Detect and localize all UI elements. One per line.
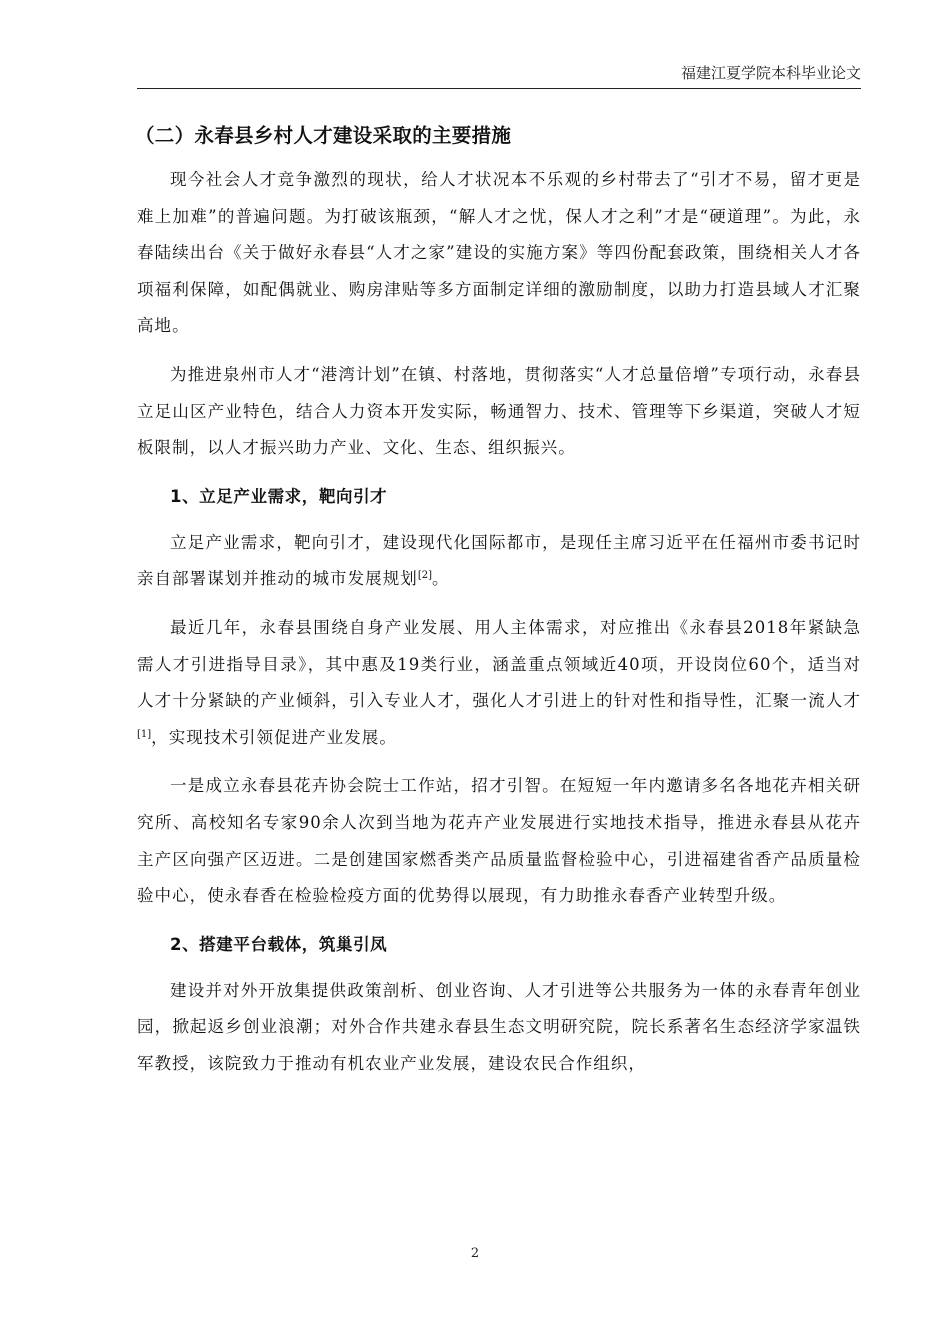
paragraph-4: [137, 610, 861, 756]
subsection-title-1: 1、立足产业需求，靶向引才: [170, 486, 388, 506]
subsection-title-2: 2、搭建平台载体，筑巢引凤: [170, 934, 388, 954]
paragraph-5: 一是成立永春县花卉协会院士工作站，招才引智。在短短一年内邀请多名各地花卉相关研究所、高校知名专家90余人次到当地为花卉产业发展进行实地技术指导，推进永春县从花卉主产区向强产区迈进。二是创建国家燃香类产品质量监督检验中心，引进福建省香产品质量检验中心，使永春香在检验检疫方面的优势得以展现，有力助推永春香产业转型升级。: [137, 776, 861, 906]
citation-1: [1]: [137, 728, 152, 740]
paragraph-4-text: 最近几年，永春县围绕自身产业发展、用人主体需求，对应推出《永春县2018年紧缺急需人才引进指导目录》，其中惠及19类行业，涵盖重点领域近40项，开设岗位60个，适当对人才十分紧缺的产业倾斜，引入专业人才，强化人才引进上的针对性和指导性，汇聚一流人才: [137, 617, 861, 711]
paragraph-1: 现今社会人才竞争激烈的现状，给人才状况本不乐观的乡村带去了“引才不易，留才更是难上加难”的普遍问题。为打破该瓶颈，“解人才之忧，保人才之利”才是“硬道理”。为此，永春陆续出台《关于做好永春县“人才之家”建设的实施方案》等四份配套政策，围绕相关人才各项福利保障，如配偶就业、购房津贴等多方面制定详细的激励制度，以助力打造县域人才汇聚高地。: [137, 170, 861, 336]
paragraph-2: 为推进泉州市人才“港湾计划”在镇、村落地，贯彻落实“人才总量倍增”专项行动，永春县立足山区产业特色，结合人力资本开发实际，畅通智力、技术、管理等下乡渠道，突破人才短板限制，以人才振兴助力产业、文化、生态、组织振兴。: [137, 364, 861, 458]
page-number: 2: [470, 1246, 480, 1261]
paragraph-4-end: ，实现技术引领促进产业发展。: [151, 727, 397, 747]
paragraph-3-end: 。: [431, 569, 450, 589]
section-title: （二）永春县乡村人才建设采取的主要措施: [135, 124, 512, 147]
citation-2: [2]: [417, 570, 432, 582]
page-header: [137, 62, 861, 89]
paragraph-3-text: 立足产业需求，靶向引才，建设现代化国际都市，是现任主席习近平在任福州市委书记时亲自部署谋划并推动的城市发展规划: [137, 532, 861, 589]
paragraph-3: [137, 525, 861, 598]
page-body: [137, 118, 861, 1094]
paragraph-6: 建设并对外开放集提供政策剖析、创业咨询、人才引进等公共服务为一体的永春青年创业园，掀起返乡创业浪潮；对外合作共建永春县生态文明研究院，院长系著名生态经济学家温铁军教授，该院致力于推动有机农业产业发展，建设农民合作组织，: [137, 980, 861, 1073]
header-title: 福建江夏学院本科毕业论文: [680, 64, 861, 82]
